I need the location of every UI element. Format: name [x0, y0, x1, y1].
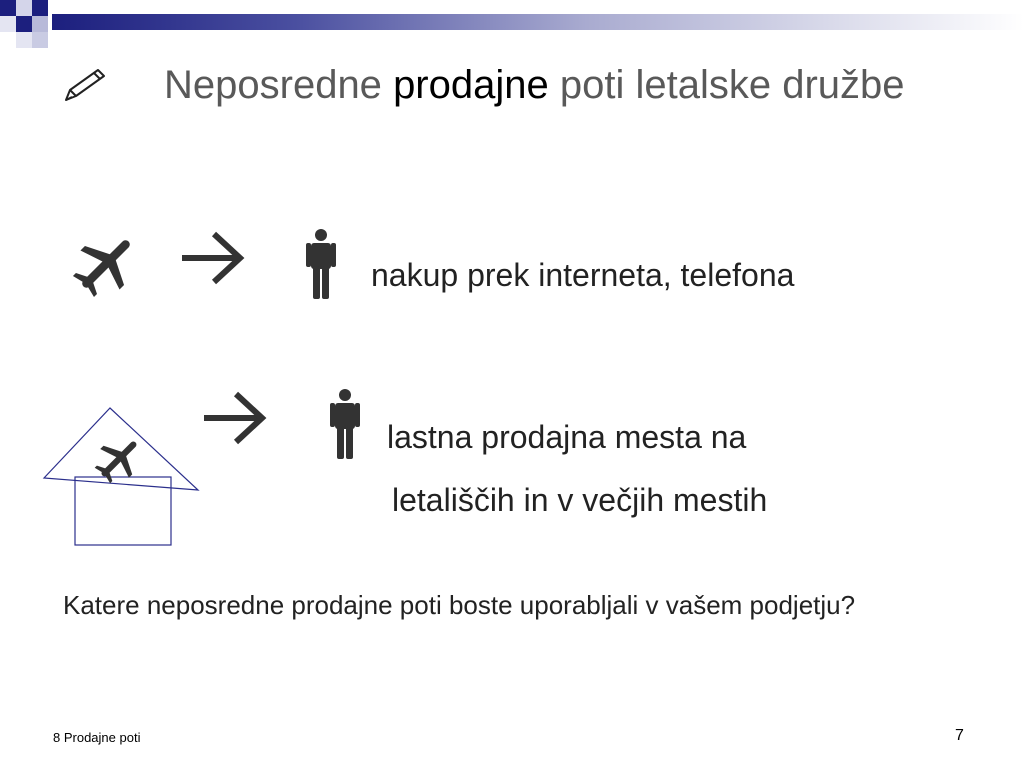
airplane-icon — [88, 428, 150, 490]
header-square — [16, 32, 32, 48]
header-gradient-bar — [52, 14, 1024, 30]
header-square — [0, 0, 16, 16]
person-icon — [330, 388, 360, 460]
header-square — [16, 16, 32, 32]
house-outline-icon — [40, 404, 204, 550]
row2-text-line2: letališčih in v večjih mestih — [392, 482, 768, 518]
airplane-icon — [72, 228, 140, 300]
row2-text-line1: lastna prodajna mesta na — [387, 419, 747, 455]
question-text: Katere neposredne prodajne poti boste uporabljali v vašem podjetju? — [63, 590, 856, 620]
footer-text: 8 Prodajne poti — [53, 730, 141, 745]
header-square — [32, 32, 48, 48]
title-highlight: prodajne — [393, 63, 549, 107]
header-decoration — [0, 0, 1024, 48]
row1-text: nakup prek interneta, telefona — [371, 257, 795, 293]
header-square — [32, 16, 48, 32]
arrow-right-icon — [178, 228, 248, 292]
header-square — [0, 16, 16, 32]
slide-title — [164, 60, 944, 110]
pencil-icon — [62, 66, 108, 104]
person-icon — [306, 228, 336, 300]
page-number: 7 — [955, 727, 964, 744]
title-part-1: Neposredne — [164, 63, 382, 107]
title-part-2: poti letalske družbe — [559, 63, 905, 107]
header-square — [32, 0, 48, 16]
header-square — [16, 0, 32, 16]
arrow-right-icon — [200, 388, 270, 452]
